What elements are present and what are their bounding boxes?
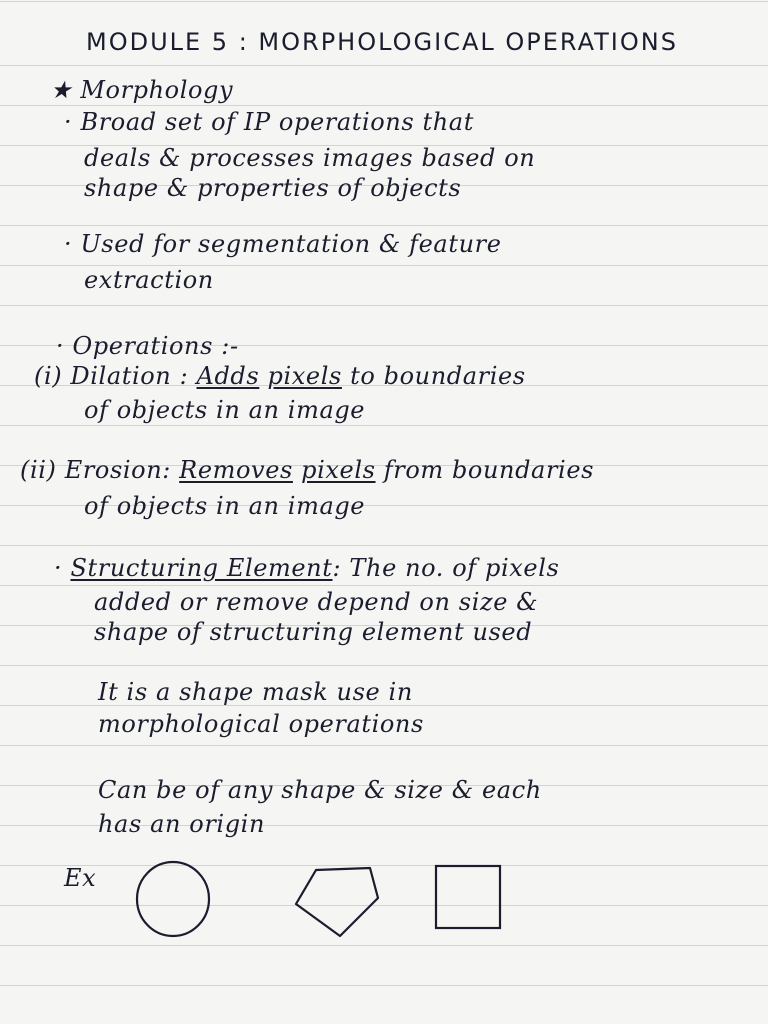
- heading-morphology: ★ Morphology: [50, 76, 234, 104]
- page-title: MODULE 5 : MORPHOLOGICAL OPERATIONS: [86, 28, 678, 56]
- dilation-rest: to boundaries: [341, 362, 526, 390]
- bullet-used-line-2: extraction: [84, 266, 214, 294]
- erosion-space: [293, 456, 301, 484]
- bullet-broad-line-2: deals & processes images based on: [84, 144, 536, 172]
- pentagon-shape: [296, 868, 378, 936]
- erosion-removes: Removes: [179, 456, 293, 484]
- bullet-operations: · Operations :-: [56, 332, 239, 360]
- erosion-prefix: (ii) Erosion:: [20, 456, 180, 484]
- paragraph-shape-line-1: Can be of any shape & size & each: [98, 776, 542, 804]
- operation-erosion-line-2: of objects in an image: [84, 492, 366, 520]
- paragraph-mask-line-2: morphological operations: [98, 710, 424, 738]
- dilation-pixels: pixels: [267, 362, 342, 390]
- operation-dilation-line-2: of objects in an image: [84, 396, 366, 424]
- paragraph-mask-line-1: It is a shape mask use in: [98, 678, 413, 706]
- operation-erosion-line-1: [20, 458, 594, 482]
- dilation-prefix: (i) Dilation :: [34, 362, 197, 390]
- square-shape: [436, 866, 500, 928]
- bullet-broad-line-1: · Broad set of IP operations that: [64, 108, 474, 136]
- bullet-structuring-line-3: shape of structuring element used: [94, 618, 533, 646]
- example-label: Ex: [64, 864, 97, 892]
- erosion-pixels: pixels: [301, 456, 376, 484]
- structuring-element-label: Structuring Element: [70, 554, 333, 582]
- erosion-rest: from boundaries: [375, 456, 595, 484]
- dilation-space: [259, 362, 267, 390]
- circle-shape: [137, 862, 209, 936]
- dilation-adds: Adds: [196, 362, 260, 390]
- bullet-structuring-line-2: added or remove depend on size &: [94, 588, 539, 616]
- paragraph-shape-line-2: has an origin: [98, 810, 265, 838]
- bullet-used-line-1: · Used for segmentation & feature: [64, 230, 502, 258]
- bullet-structuring-line-1: · Structuring Element: The no. of pixels: [54, 554, 560, 582]
- bullet-broad-line-3: shape & properties of objects: [84, 174, 462, 202]
- operation-dilation-line-1: [34, 364, 526, 388]
- structuring-element-rest: : The no. of pixels: [332, 554, 560, 582]
